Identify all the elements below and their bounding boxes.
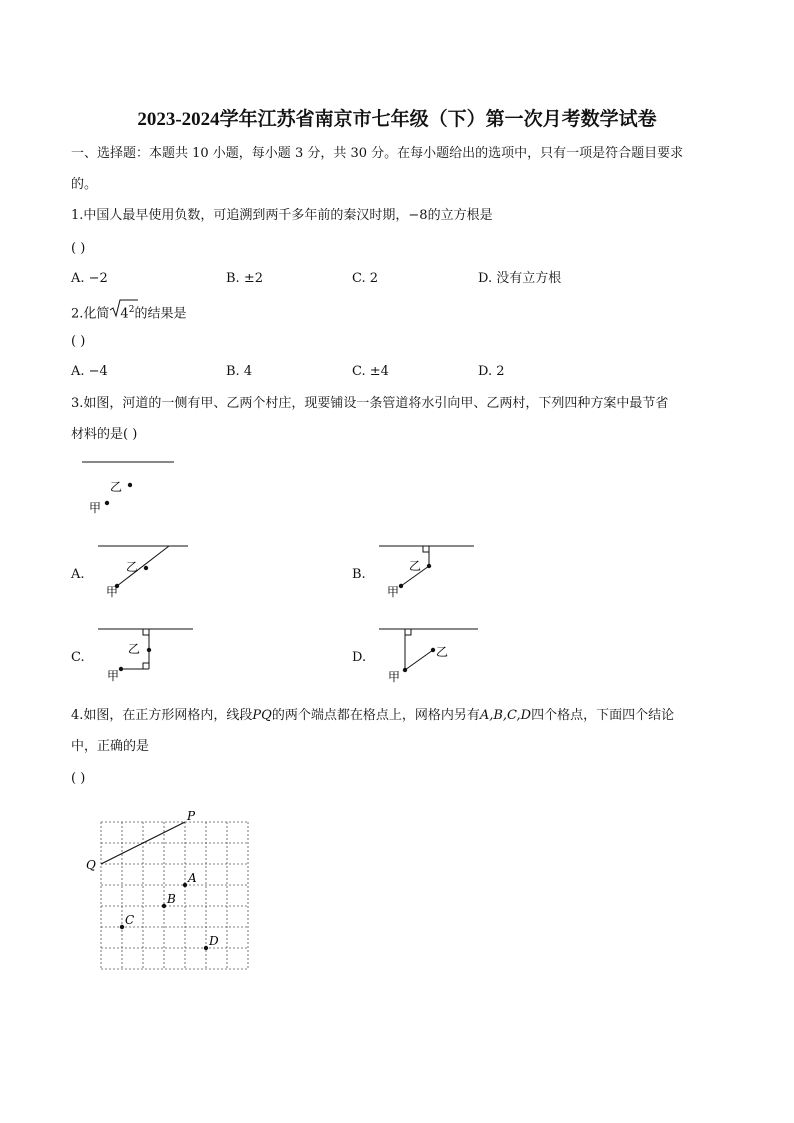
q1-option-d: D. 没有立方根: [478, 271, 562, 286]
point-a-dot: [183, 883, 187, 887]
right-angle-mark: [143, 629, 149, 635]
q1-option-b: B. ±2: [226, 271, 263, 286]
question-text: 如图，在正方形网格内，线段: [83, 708, 253, 723]
question-4-stem-line2: 中，正确的是: [71, 739, 150, 754]
village-jia-label: 甲: [107, 669, 120, 683]
village-jia-dot: [105, 501, 109, 505]
section-instructions-line1: 一、选择题：本题共 10 小题，每小题 3 分，共 30 分。在每小题给出的选项中，只有一项是符合题目要求: [71, 146, 684, 161]
village-yi-label: 乙: [436, 645, 449, 659]
q3-option-b-figure: [376, 540, 486, 600]
point-b-label: B: [167, 892, 176, 906]
right-angle-mark: [423, 546, 429, 552]
point-a-label: A: [188, 871, 197, 885]
question-3-stem-line2: 材料的是( ): [71, 427, 138, 442]
question-text-before: 化简: [83, 306, 110, 322]
q3-option-a-letter: A.: [71, 567, 85, 582]
question-2-blank: ( ): [71, 334, 86, 349]
q4-grid-figure: [80, 802, 260, 977]
q3-option-a-figure: [95, 540, 205, 600]
village-yi-dot: [128, 483, 132, 487]
point-d-dot: [204, 946, 208, 950]
point-c-dot: [120, 925, 124, 929]
point-d-label: D: [209, 934, 219, 948]
pipe-line: [405, 650, 433, 670]
village-jia-dot: [399, 584, 403, 588]
village-jia-label: 甲: [106, 585, 119, 599]
question-text: 四个格点，下面四个结论: [531, 708, 675, 723]
q3-option-d-figure: [376, 624, 496, 684]
question-text-after: 的结果是: [134, 306, 187, 322]
right-angle-mark: [405, 629, 411, 635]
point-c-label: C: [125, 913, 135, 927]
question-number: 2.: [71, 306, 84, 322]
square-root-expression: [110, 302, 134, 322]
village-yi-label: 乙: [126, 560, 139, 574]
point-q-label: Q: [86, 858, 96, 872]
village-yi-label: 乙: [128, 642, 141, 656]
village-yi-dot: [147, 648, 151, 652]
question-1-blank: ( ): [71, 241, 86, 256]
q2-option-b: B. 4: [226, 364, 253, 379]
question-3-stem-line1: [71, 396, 668, 412]
points-label: A,B,C,D: [479, 708, 532, 723]
q3-option-c-letter: C.: [71, 650, 85, 665]
question-2-stem: [71, 302, 186, 322]
village-yi-dot: [431, 648, 435, 652]
q3-option-b-letter: B.: [352, 567, 366, 582]
village-jia-label: 甲: [388, 670, 401, 684]
village-yi-dot: [427, 564, 431, 568]
segment-label: PQ: [252, 708, 272, 723]
question-number: 3.: [71, 396, 84, 411]
radical-sign-icon: [110, 299, 140, 322]
question-4-blank: ( ): [71, 771, 86, 786]
q2-option-c: C. ±4: [352, 364, 389, 379]
village-yi-dot: [144, 566, 148, 570]
village-jia-dot: [119, 667, 123, 671]
question-number: 1.: [71, 208, 84, 223]
village-jia-label: 甲: [387, 585, 400, 599]
question-4-stem-line1: [71, 708, 674, 724]
section-instructions-line2: 的。: [71, 177, 98, 192]
q1-option-a: A. −2: [71, 271, 108, 286]
radicand: 4: [120, 306, 129, 322]
village-jia-label: 甲: [89, 501, 102, 515]
pipe-line: [117, 546, 169, 586]
exam-title: 2023-2024学年江苏省南京市七年级（下）第一次月考数学试卷: [137, 109, 657, 130]
village-yi-label: 乙: [110, 480, 123, 494]
point-b-dot: [162, 904, 166, 908]
q3-river-figure: [76, 455, 196, 525]
q2-option-d: D. 2: [478, 364, 505, 379]
question-1-stem: [71, 208, 493, 224]
exponent: 2: [128, 305, 135, 315]
question-number: 4.: [71, 708, 84, 723]
village-yi-label: 乙: [409, 559, 422, 573]
point-p-label: P: [187, 809, 196, 823]
q2-option-a: A. −4: [71, 364, 108, 379]
right-angle-mark: [143, 663, 149, 669]
village-jia-dot: [403, 668, 407, 672]
q3-option-d-letter: D.: [352, 650, 367, 665]
question-text: 如图，河道的一侧有甲、乙两个村庄，现要铺设一条管道将水引向甲、乙两村，下列四种方案中最节省: [83, 396, 669, 411]
q1-option-c: C. 2: [352, 271, 379, 286]
question-text: 的两个端点都在格点上，网格内另有: [271, 708, 480, 723]
question-text: 中国人最早使用负数，可追溯到两千多年前的秦汉时期，−8的立方根是: [83, 208, 493, 223]
q3-option-c-figure: [95, 624, 205, 684]
